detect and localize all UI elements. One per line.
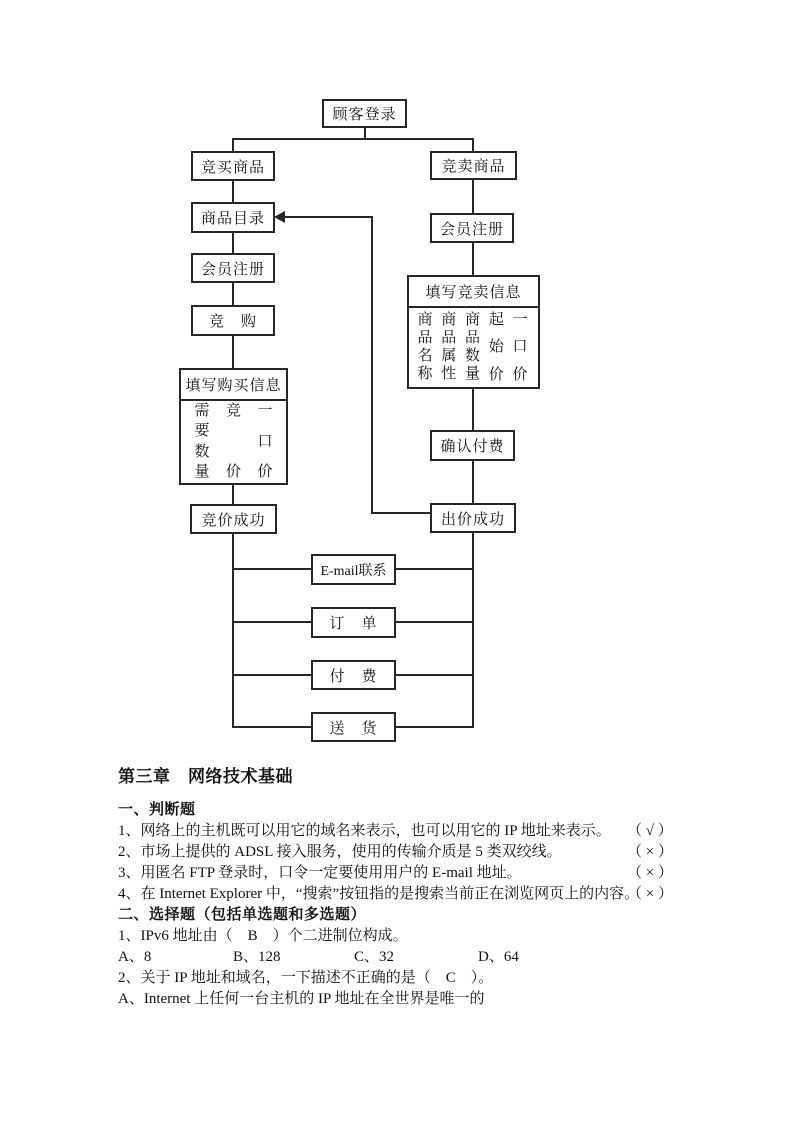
vertical-char: 价 [488,366,504,383]
flow-line [396,568,472,570]
vertical-char: 价 [225,464,241,480]
choice-question-2-option-a: A、Internet 上任何一台主机的 IP 地址在全世界是唯一的 [118,991,485,1007]
vertical-char: 数 [194,443,210,460]
flow-line [472,180,474,213]
flow-node-goods-catalog: 商品目录 [191,202,275,233]
flow-line [232,181,234,202]
flow-node-fill-buy-info [179,368,288,485]
answer-mark: （ × ） [627,865,673,881]
flow-node-payment: 付 费 [311,660,396,690]
option-c: C、32 [354,949,395,965]
flow-line [472,461,474,503]
option-a: A、8 [118,949,152,965]
feedback-line [373,512,430,514]
flow-line [472,243,474,275]
flow-node-bid-buy-goods: 竞买商品 [191,151,275,181]
vertical-char: 品 [417,329,433,346]
vertical-char: 属 [441,348,457,365]
fill-buy-title: 填写购买信息 [181,370,286,401]
fill-buy-fields [181,401,286,483]
vertical-char: 商 [464,311,480,328]
vertical-char: 始 [488,339,504,355]
field-needed-quantity [194,404,210,480]
flow-line [232,485,234,504]
choice-question-1: 1、IPv6 地址由（ B ）个二进制位构成。 [118,928,408,944]
vertical-char: 要 [194,423,210,440]
answer-mark: （ × ） [627,886,673,902]
option-d: D、64 [478,949,519,965]
field-goods-name [417,313,433,383]
vertical-char: 称 [417,366,433,383]
vertical-char: 竞 [225,403,241,419]
flow-node-bid-purchase: 竞 购 [191,305,275,336]
section-judge-title: 一、判断题 [118,802,196,818]
field-goods-attribute [441,313,457,383]
feedback-line [371,216,373,514]
flow-line [232,621,311,623]
flow-line-left-rail [232,534,234,728]
judge-item [118,863,693,884]
field-bid-price [226,404,242,480]
fill-sell-fields [409,308,538,387]
vertical-char: 商 [441,311,457,328]
vertical-char: 一 [512,311,528,328]
vertical-char: 价 [257,464,273,480]
vertical-char: 商 [417,311,433,328]
field-start-price [488,313,504,383]
flow-line [396,621,472,623]
flow-line [232,336,234,368]
chapter-title: 第三章 网络技术基础 [118,767,293,786]
vertical-char: 起 [488,311,504,328]
feedback-arrowhead-icon [274,211,285,223]
flow-line [232,233,234,253]
field-fixed-price [512,313,528,383]
option-b: B、128 [233,949,281,965]
flow-node-order: 订 单 [311,607,396,638]
flow-node-delivery: 送 货 [311,712,396,742]
flow-node-confirm-payment: 确认付费 [430,430,515,461]
field-goods-quantity [465,313,481,383]
flow-line [396,674,472,676]
flow-node-member-register-right: 会员注册 [430,213,514,243]
vertical-char: 数 [464,348,480,365]
flow-node-email-contact: E-mail联系 [311,554,396,585]
judge-item-text: 4、在 Internet Explorer 中，“搜索”按钮指的是搜索当前正在浏览网页上的内容。 [118,886,640,902]
vertical-char: 品 [464,329,480,346]
fill-sell-title: 填写竞卖信息 [409,277,538,308]
choice-question-2: 2、关于 IP 地址和域名，一下描述不正确的是（ C ）。 [118,970,494,986]
flow-node-customer-login: 顾客登录 [322,99,407,128]
vertical-char: 口 [512,339,528,355]
answer-mark: （ × ） [627,844,673,860]
flow-line [472,389,474,430]
choice-question-1-options [118,947,693,968]
vertical-char: 一 [257,403,273,419]
vertical-char: 价 [512,366,528,383]
judge-item [118,884,693,905]
vertical-char: 需 [194,403,210,419]
flow-line [232,674,311,676]
flow-node-bid-sell-goods: 竞卖商品 [430,151,517,180]
vertical-char: 品 [441,329,457,346]
vertical-char: 名 [417,348,433,365]
vertical-char: 口 [257,433,273,450]
flow-line [396,726,472,728]
flow-line [232,568,311,570]
flow-line [232,726,311,728]
judge-item-text: 1、网络上的主机既可以用它的域名来表示，也可以用它的 IP 地址来表示。 [118,823,611,839]
flow-line-right-rail [472,533,474,728]
flow-line [232,283,234,305]
flow-node-fill-sell-info [407,275,540,389]
section-choice-title: 二、选择题（包括单选题和多选题） [118,907,367,923]
judge-item-text: 3、用匿名 FTP 登录时，口令一定要使用用户的 E-mail 地址。 [118,865,522,881]
answer-mark: （ √ ） [627,823,673,839]
field-fixed-price [257,404,273,480]
flow-line [232,138,474,140]
judge-item-text: 2、市场上提供的 ADSL 接入服务，使用的传输介质是 5 类双绞线。 [118,844,562,860]
vertical-char: 性 [441,366,457,383]
flow-node-offer-success: 出价成功 [430,503,516,533]
flow-node-bid-success: 竞价成功 [190,504,277,534]
judge-item [118,821,693,842]
flow-node-member-register-left: 会员注册 [191,253,275,283]
feedback-line [285,216,371,218]
vertical-char: 量 [464,366,480,383]
judge-item [118,842,693,863]
vertical-char: 量 [194,463,210,480]
exam-content [118,766,693,1010]
